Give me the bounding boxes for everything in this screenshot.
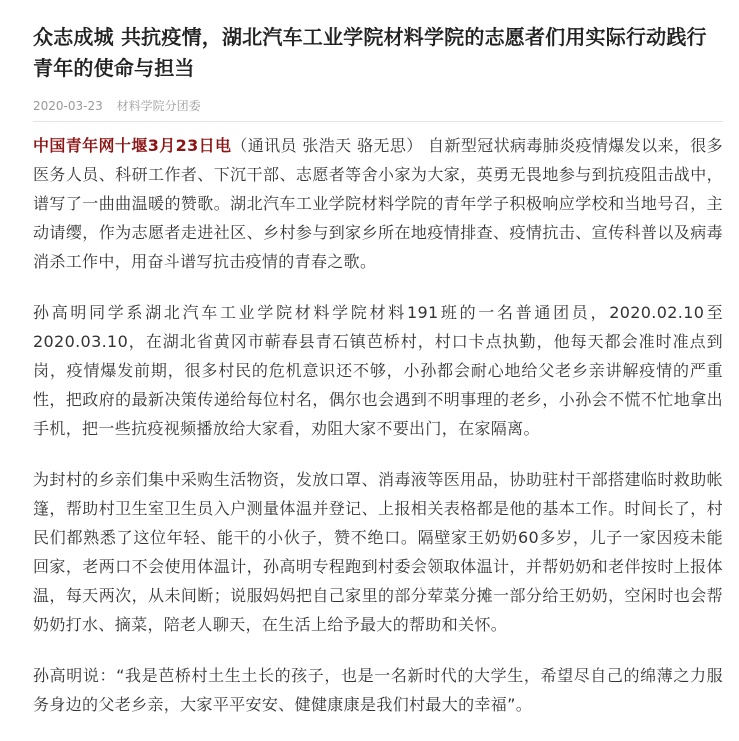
paragraph: 为封村的乡亲们集中采购生活物资，发放口罩、消毒液等医用品，协助驻村干部搭建临时救助帐篷，帮助村卫生室卫生员入户测量体温并登记、上报相关表格都是他的基本工作。时间长了，村民们都熟悉了这位年轻、能干的小伙子，赞不绝口。隔壁家王奶奶60多岁，儿子一家因疫未能回家，老两口不会使用体温计，孙高明专程跑到村委会领取体温计，并帮奶奶和老伴按时上报体温，每天两次，从未间断；说服妈妈把自己家里的部分荤菜分摊一部分给王奶奶，空闲时也会帮奶奶打水、摘菜，陪老人聊天，在生活上给予最大的帮助和关怀。 — [33, 470, 723, 634]
paragraph: 孙高明说：“我是芭桥村土生土长的孩子，也是一名新时代的大学生，希望尽自己的绵薄之力服务身边的父老乡亲，大家平平安安、健健康康是我们村最大的幸福”。 — [33, 666, 723, 714]
paragraph — [33, 131, 723, 276]
dateline: 中国青年网十堰3月23日电 — [33, 136, 232, 155]
publish-date: 2020-03-23 — [33, 99, 103, 113]
article-title: 众志成城 共抗疫情，湖北汽车工业学院材料学院的志愿者们用实际行动践行青年的使命与担当 — [33, 25, 707, 80]
paragraph-text: （通讯员 张浩天 骆无思） 自新型冠状病毒肺炎疫情爆发以来，很多医务人员、科研工作者、下沉干部、志愿者等舍小家为大家，英勇无畏地参与到抗疫阻击战中，谱写了一曲曲温暖的赞歌。湖北汽车工业学院材料学院的青年学子积极响应学校和当地号召，主动请缨，作为志愿者走进社区、乡村参与到家乡所在地疫情排查、疫情抗击、宣传科普以及病毒消杀工作中，用奋斗谱写抗击疫情的青春之歌。 — [33, 136, 723, 271]
article-source: 材料学院分团委 — [116, 99, 201, 113]
article-meta — [33, 97, 723, 122]
article — [33, 22, 723, 741]
article-body — [33, 131, 723, 719]
paragraph: 孙高明同学系湖北汽车工业学院材料学院材料191班的一名普通团员，2020.02.10至2020.03.10，在湖北省黄冈市蕲春县青石镇芭桥村，村口卡点执勤，他每天都会准时准点到岗，疫情爆发前期，很多村民的危机意识还不够，小孙都会耐心地给父老乡亲讲解疫情的严重性，把政府的最新决策传递给每位村名，偶尔也会遇到不明事理的老乡，小孙会不慌不忙地拿出手机，把一些抗疫视频播放给大家看，劝阻大家不要出门，在家隔离。 — [33, 303, 723, 438]
